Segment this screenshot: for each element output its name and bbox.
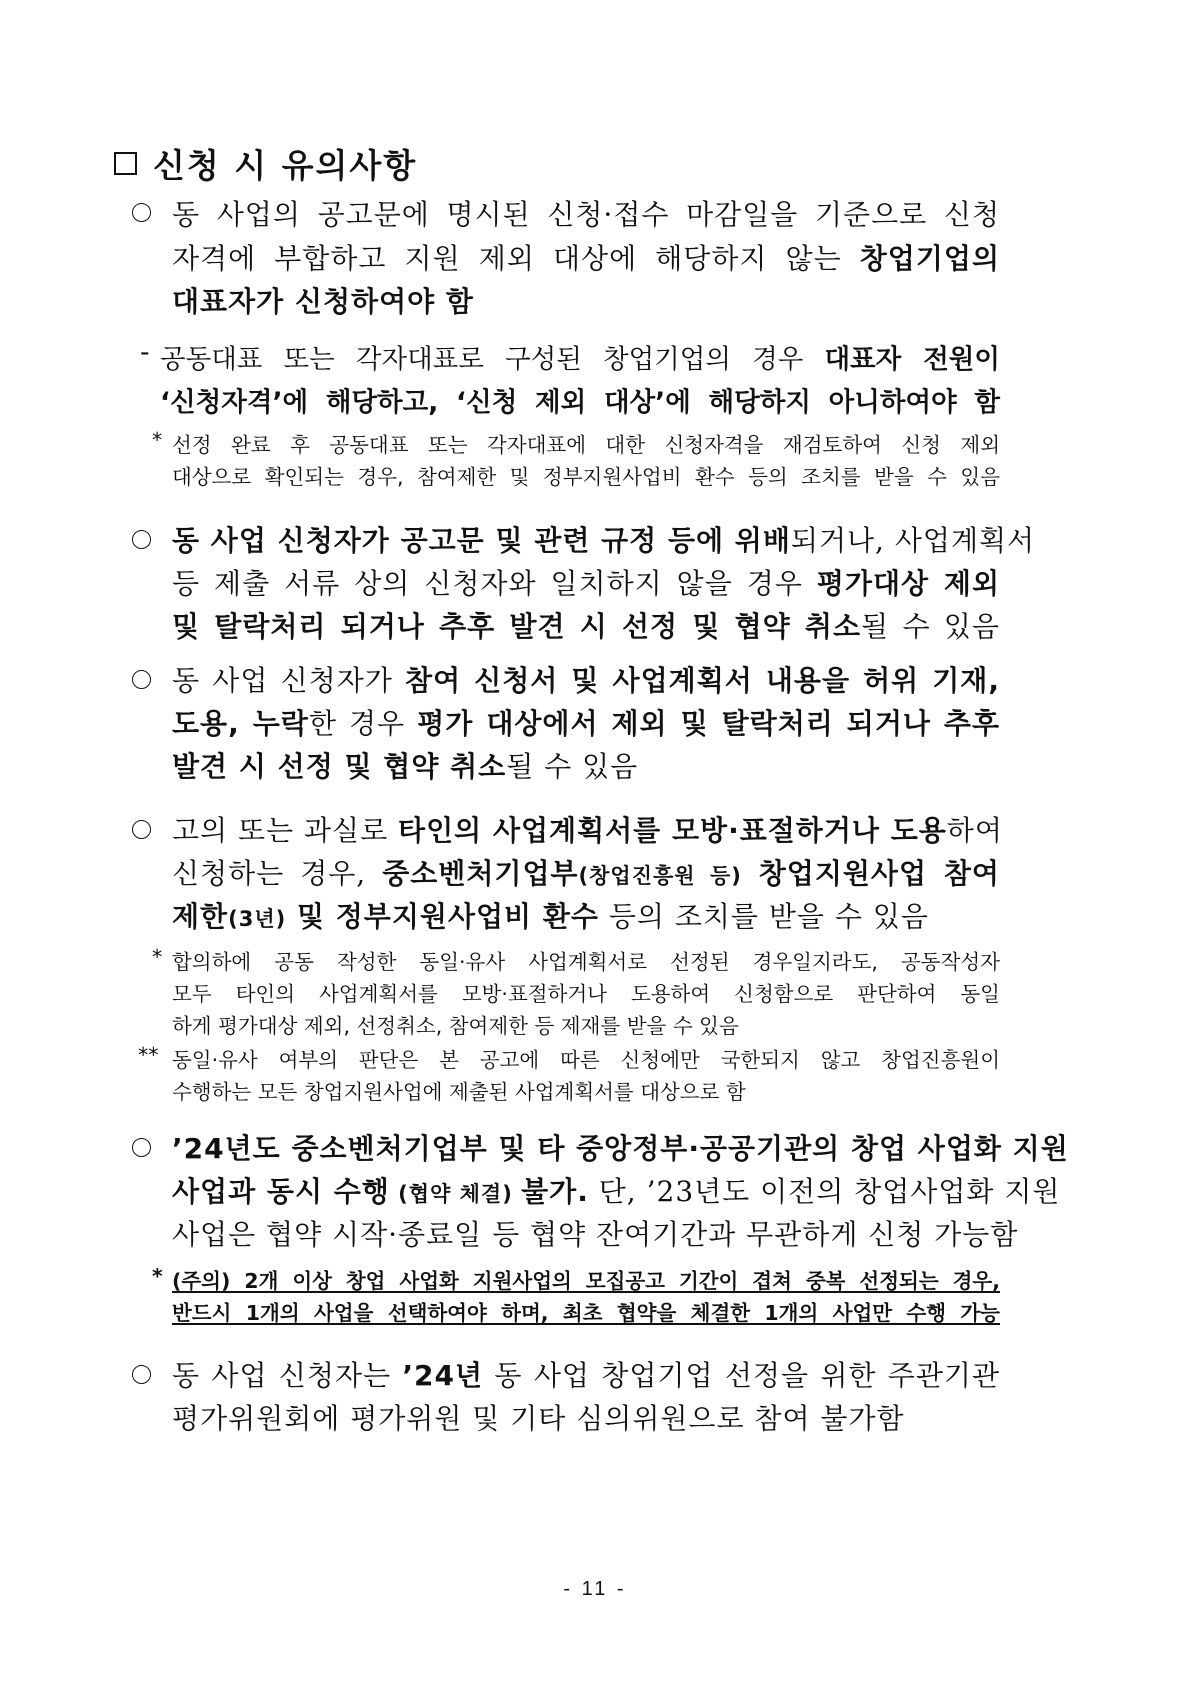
double-asterisk-marker: ** [138, 1043, 159, 1067]
section-title [114, 140, 417, 187]
paragraph-line: 동 사업 신청자가 참여 신청서 및 사업계획서 내용을 허위 기재, [172, 664, 1000, 697]
sub-item-line-bold: ‘신청자격’에 해당하고, ‘신청 제외 대상’에 해당하지 아니하여야 함 [160, 387, 1000, 418]
circle-bullet-icon [132, 1138, 151, 1157]
paragraph-line: 사업과 동시 수행 (협약 체결) 불가. 단, ’23년도 이전의 창업사업화 지원 [172, 1175, 1061, 1208]
note-line: 합의하에 공동 작성한 동일·유사 사업계획서로 선정된 경우일지라도, 공동작성자 [172, 950, 1000, 974]
note-line: 대상으로 확인되는 경우, 참여제한 및 정부지원사업비 환수 등의 조치를 받을 수 있음 [172, 465, 1000, 489]
warning-line: (주의) 2개 이상 창업 사업화 지원사업의 모집공고 기간이 겹쳐 중복 선정되는 경우, [172, 1269, 1000, 1293]
note-line: 모두 타인의 사업계획서를 모방·표절하거나 도용하여 신청함으로 판단하여 동일 [172, 982, 1000, 1006]
paragraph-line: 동 사업 신청자는 ’24년 동 사업 창업기업 선정을 위한 주관기관 [172, 1359, 1000, 1392]
sub-item-line: 공동대표 또는 각자대표로 구성된 창업기업의 경우 대표자 전원이 [160, 344, 1000, 375]
circle-bullet-icon [132, 670, 151, 689]
note-line: 선정 완료 후 공동대표 또는 각자대표에 대한 신청자격을 재검토하여 신청 제외 [172, 433, 1000, 457]
asterisk-marker: * [152, 1264, 163, 1288]
page-number: - 11 - [563, 1578, 627, 1600]
checkbox-square-icon [114, 152, 137, 175]
paragraph-line: 고의 또는 과실로 타인의 사업계획서를 모방·표절하거나 도용하여 [172, 814, 1003, 847]
circle-bullet-icon [132, 1365, 151, 1384]
warning-line: 반드시 1개의 사업을 선택하여야 하며, 최초 협약을 체결한 1개의 사업만 수행 가능 [172, 1301, 1000, 1325]
paragraph-line: 및 탈락처리 되거나 추후 발견 시 선정 및 협약 취소될 수 있음 [172, 610, 1000, 643]
circle-bullet-icon [132, 820, 151, 839]
asterisk-marker: * [152, 945, 163, 969]
dash-marker: - [140, 337, 150, 368]
paragraph-line: 도용, 누락한 경우 평가 대상에서 제외 및 탈락처리 되거나 추후 [172, 707, 1000, 740]
note-line: 동일·유사 여부의 판단은 본 공고에 따른 신청에만 국한되지 않고 창업진흥원이 [172, 1048, 1000, 1072]
paragraph-line: 자격에 부합하고 지원 제외 대상에 해당하지 않는 창업기업의 [172, 242, 1000, 275]
note-line: 하게 평가대상 제외, 선정취소, 참여제한 등 제재를 받을 수 있음 [172, 1014, 739, 1038]
section-title-text: 신청 시 유의사항 [153, 146, 418, 185]
paragraph-line: 평가위원회에 평가위원 및 기타 심의위원으로 참여 불가함 [172, 1402, 905, 1435]
paragraph-line: 제한(3년) 및 정부지원사업비 환수 등의 조치를 받을 수 있음 [172, 900, 929, 933]
paragraph-line: 신청하는 경우, 중소벤처기업부(창업진흥원 등) 창업지원사업 참여 [172, 857, 1000, 890]
asterisk-marker: * [152, 428, 163, 452]
paragraph-line-bold: 대표자가 신청하여야 함 [172, 285, 474, 318]
note-line: 수행하는 모든 창업지원사업에 제출된 사업계획서를 대상으로 함 [172, 1080, 746, 1104]
paragraph-line-bold: ’24년도 중소벤처기업부 및 타 중앙정부·공공기관의 창업 사업화 지원 [172, 1132, 1069, 1165]
circle-bullet-icon [132, 530, 151, 549]
paragraph-line: 사업은 협약 시작·종료일 등 협약 잔여기간과 무관하게 신청 가능함 [172, 1218, 1019, 1251]
paragraph-line: 등 제출 서류 상의 신청자와 일치하지 않을 경우 평가대상 제외 [172, 567, 1000, 600]
circle-bullet-icon [132, 203, 151, 222]
paragraph-line: 동 사업 신청자가 공고문 및 관련 규정 등에 위배되거나, 사업계획서 [172, 524, 1036, 557]
paragraph-line: 발견 시 선정 및 협약 취소될 수 있음 [172, 750, 639, 783]
paragraph-line: 동 사업의 공고문에 명시된 신청·접수 마감일을 기준으로 신청 [172, 198, 1000, 231]
